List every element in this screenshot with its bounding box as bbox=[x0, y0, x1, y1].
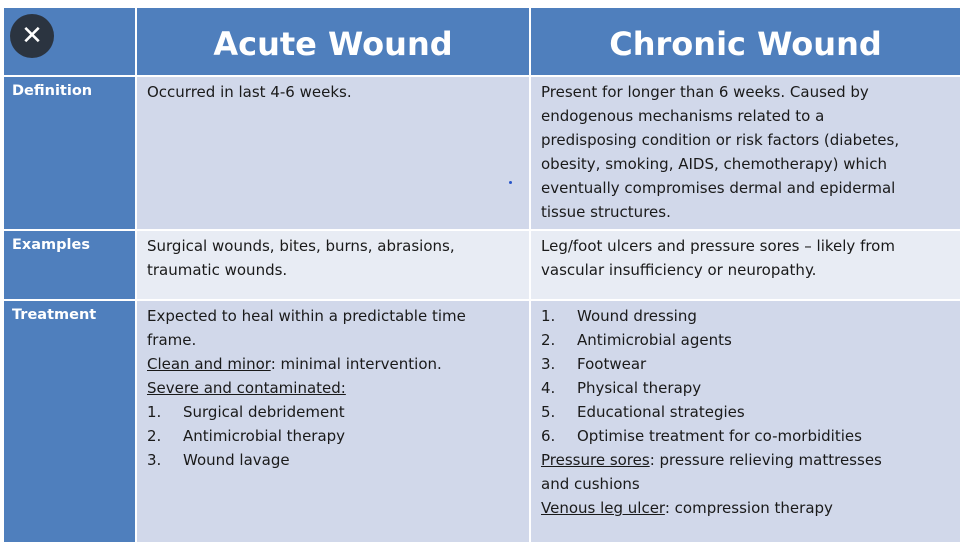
list-text: Physical therapy bbox=[577, 379, 702, 397]
list-item bbox=[147, 400, 521, 424]
definition-acute bbox=[137, 77, 529, 229]
list-item bbox=[541, 352, 952, 376]
text-line: Leg/foot ulcers and pressure sores – likely from bbox=[541, 237, 895, 255]
list-text: Optimise treatment for co-morbidities bbox=[577, 427, 862, 445]
examples-chronic bbox=[531, 231, 960, 299]
text-line: and cushions bbox=[541, 475, 640, 493]
text-line: traumatic wounds. bbox=[147, 261, 288, 279]
clean-minor-text: : minimal intervention. bbox=[270, 355, 442, 373]
list-number: 2. bbox=[147, 427, 162, 445]
text-line: tissue structures. bbox=[541, 203, 671, 221]
list-item bbox=[541, 328, 952, 352]
definition-chronic bbox=[531, 77, 960, 229]
list-item bbox=[541, 400, 952, 424]
text-line bbox=[541, 448, 952, 472]
list-item bbox=[541, 304, 952, 328]
pressure-sores-label: Pressure sores bbox=[541, 451, 650, 469]
text-line bbox=[147, 376, 521, 400]
venous-ulcer-label: Venous leg ulcer bbox=[541, 499, 665, 517]
text-line: Present for longer than 6 weeks. Caused by bbox=[541, 83, 869, 101]
text-line: eventually compromises dermal and epidermal bbox=[541, 179, 896, 197]
column-header-acute: Acute Wound bbox=[137, 8, 529, 75]
list-number: 3. bbox=[541, 355, 556, 373]
text-line: frame. bbox=[147, 331, 197, 349]
text-line bbox=[147, 352, 521, 376]
column-header-chronic: Chronic Wound bbox=[531, 8, 960, 75]
clean-minor-label: Clean and minor bbox=[147, 355, 271, 373]
text-line: vascular insufficiency or neuropathy. bbox=[541, 261, 817, 279]
pressure-sores-text: : pressure relieving mattresses bbox=[649, 451, 882, 469]
list-item bbox=[541, 424, 952, 448]
text-line: predisposing condition or risk factors (diabetes, bbox=[541, 131, 900, 149]
text-line bbox=[541, 496, 952, 520]
list-number: 5. bbox=[541, 403, 556, 421]
text-line: Surgical wounds, bites, burns, abrasions, bbox=[147, 237, 455, 255]
list-item bbox=[541, 376, 952, 400]
list-number: 1. bbox=[541, 307, 556, 325]
treatment-acute bbox=[137, 301, 529, 542]
close-icon[interactable]: ✕ bbox=[10, 14, 54, 58]
list-number: 3. bbox=[147, 451, 162, 469]
list-item bbox=[147, 448, 521, 472]
row-header-definition: Definition bbox=[4, 77, 135, 229]
list-number: 2. bbox=[541, 331, 556, 349]
list-text: Educational strategies bbox=[577, 403, 745, 421]
severe-label: Severe and contaminated: bbox=[147, 379, 346, 397]
venous-ulcer-text: : compression therapy bbox=[664, 499, 833, 517]
text-line: obesity, smoking, AIDS, chemotherapy) which bbox=[541, 155, 887, 173]
list-text: Surgical debridement bbox=[183, 403, 345, 421]
text-line: Occurred in last 4-6 weeks. bbox=[147, 83, 352, 101]
list-text: Antimicrobial therapy bbox=[183, 427, 346, 445]
list-text: Footwear bbox=[577, 355, 647, 373]
examples-acute bbox=[137, 231, 529, 299]
list-text: Wound dressing bbox=[577, 307, 697, 325]
row-header-treatment: Treatment bbox=[4, 301, 135, 542]
stray-dot bbox=[509, 181, 512, 184]
text-line: endogenous mechanisms related to a bbox=[541, 107, 825, 125]
list-number: 6. bbox=[541, 427, 556, 445]
list-text: Antimicrobial agents bbox=[577, 331, 732, 349]
list-number: 4. bbox=[541, 379, 556, 397]
list-item bbox=[147, 424, 521, 448]
row-header-examples: Examples bbox=[4, 231, 135, 299]
list-number: 1. bbox=[147, 403, 162, 421]
wound-comparison-table bbox=[4, 8, 956, 536]
list-text: Wound lavage bbox=[183, 451, 290, 469]
text-line: Expected to heal within a predictable time bbox=[147, 307, 466, 325]
table-corner bbox=[4, 8, 135, 75]
treatment-chronic bbox=[531, 301, 960, 542]
